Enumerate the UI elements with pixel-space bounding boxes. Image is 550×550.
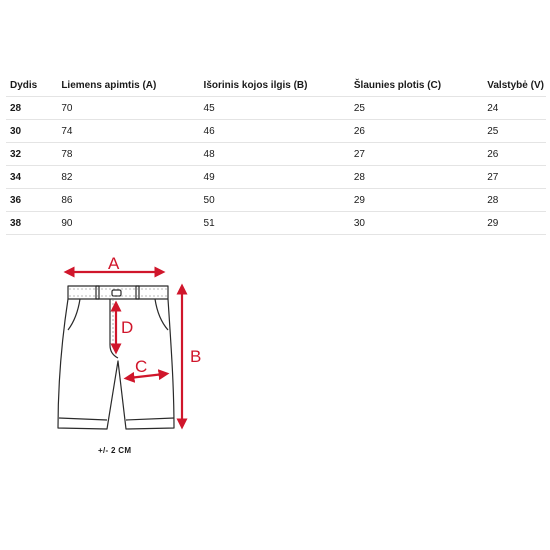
table-row [6,120,546,143]
rise-cell: 29 [483,212,546,235]
size-cell: 38 [6,212,57,235]
waist-cell: 70 [57,97,199,120]
thigh-cell: 28 [350,166,483,189]
header-outer-leg-length: Išorinis kojos ilgis (B) [200,75,350,97]
table-row [6,189,546,212]
table-row [6,97,546,120]
rise-cell: 24 [483,97,546,120]
rise-cell: 25 [483,120,546,143]
leg-length-cell: 48 [200,143,350,166]
label-b: B [190,347,202,366]
thigh-cell: 29 [350,189,483,212]
size-cell: 32 [6,143,57,166]
header-thigh-width: Šlaunies plotis (C) [350,75,483,97]
shorts-stitching [69,289,167,344]
tolerance-note: +/- 2 CM [98,446,132,455]
leg-length-cell: 51 [200,212,350,235]
rise-cell: 27 [483,166,546,189]
size-cell: 30 [6,120,57,143]
label-a: A [108,254,120,273]
thigh-cell: 30 [350,212,483,235]
waist-cell: 86 [57,189,199,212]
table-header-row [6,75,546,97]
shorts-measurement-diagram [40,245,230,445]
size-chart-table [6,75,546,235]
thigh-cell: 26 [350,120,483,143]
rise-cell: 26 [483,143,546,166]
rise-cell: 28 [483,189,546,212]
waist-cell: 78 [57,143,199,166]
waist-cell: 82 [57,166,199,189]
thigh-cell: 25 [350,97,483,120]
waist-cell: 90 [57,212,199,235]
measurement-arrows [69,272,182,424]
label-c: C [135,357,148,376]
size-cell: 34 [6,166,57,189]
size-cell: 36 [6,189,57,212]
header-rise: Valstybė (V) [483,75,546,97]
leg-length-cell: 46 [200,120,350,143]
size-cell: 28 [6,97,57,120]
label-d: D [121,318,134,337]
table-row [6,143,546,166]
header-size: Dydis [6,75,57,97]
leg-length-cell: 45 [200,97,350,120]
header-waist: Liemens apimtis (A) [57,75,199,97]
waist-cell: 74 [57,120,199,143]
table-row [6,212,546,235]
leg-length-cell: 49 [200,166,350,189]
leg-length-cell: 50 [200,189,350,212]
thigh-cell: 27 [350,143,483,166]
table-row [6,166,546,189]
